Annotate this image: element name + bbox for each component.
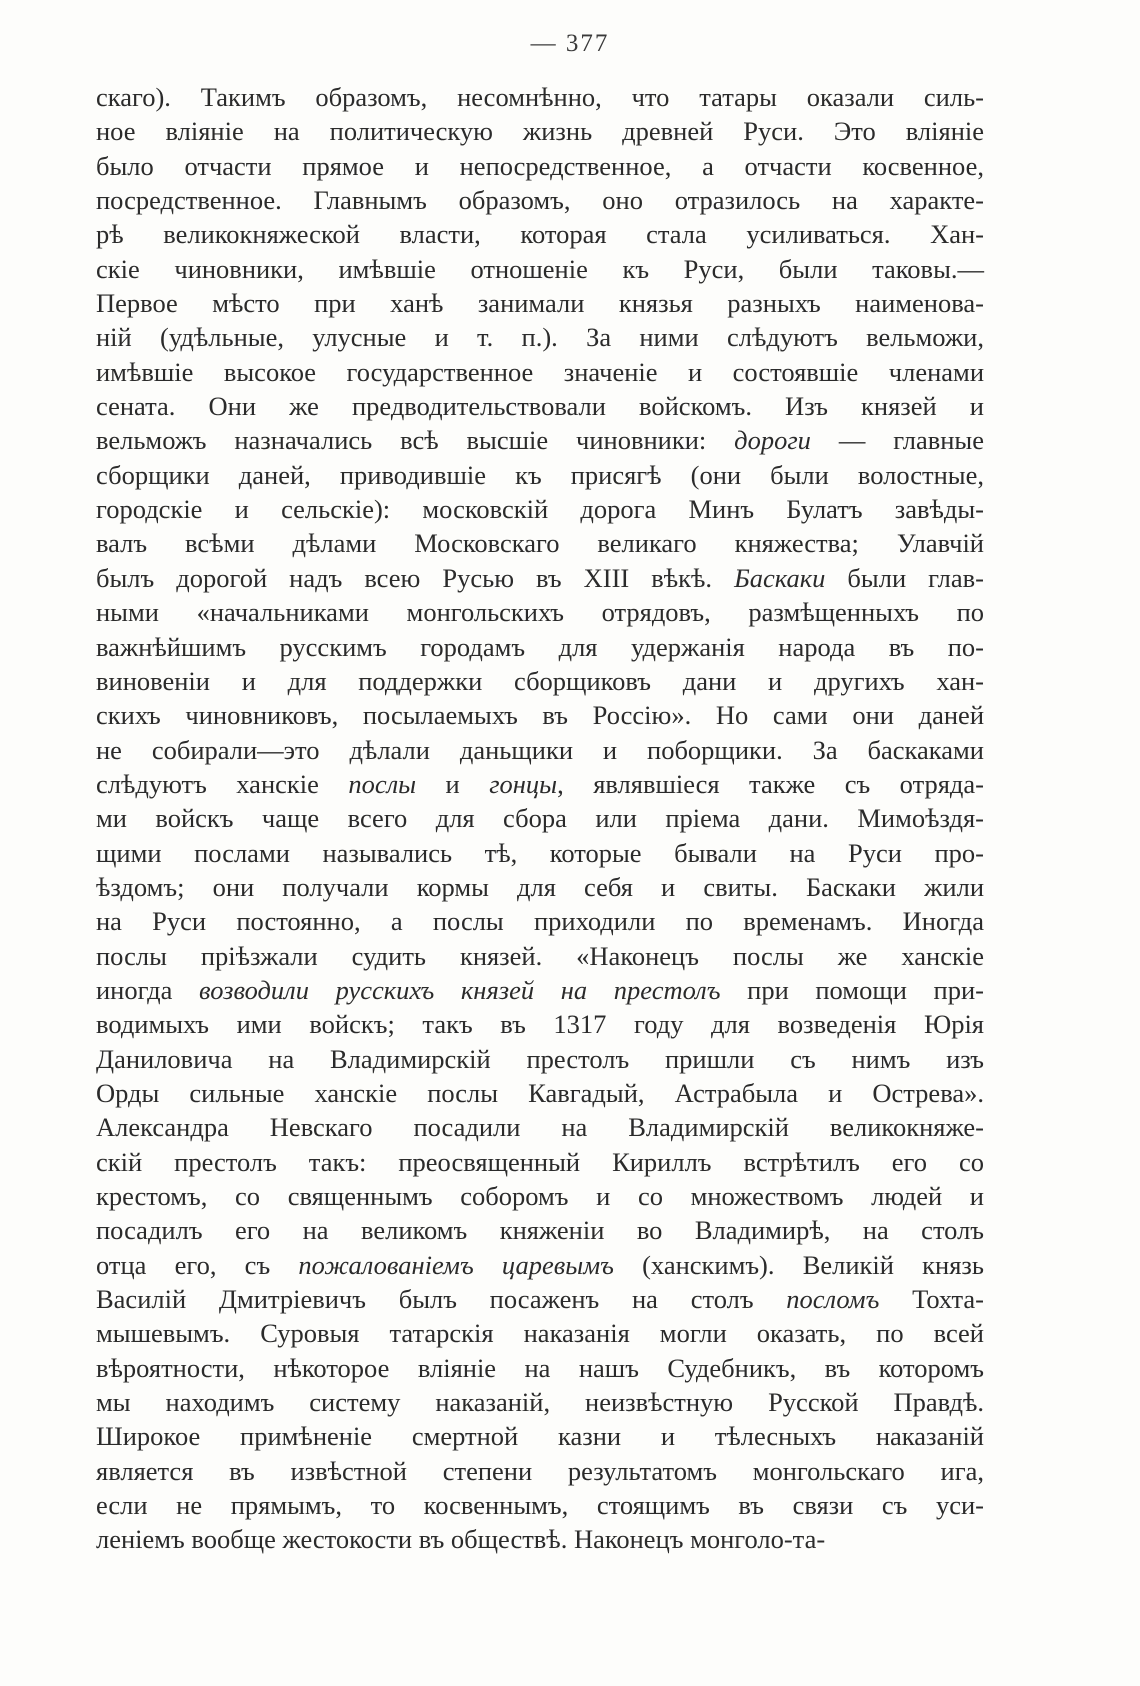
text-line — [96, 1145, 984, 1179]
line-text: Александра Невскаго посадили на Владимирскій великокняже- — [96, 1112, 984, 1143]
text-line — [96, 1282, 984, 1316]
line-text: Василій Дмитріевичъ былъ посаженъ на столъ — [96, 1284, 787, 1315]
line-text: былъ дорогой надъ всею Русью въ XIII вѣкѣ. — [96, 562, 735, 593]
text-line — [96, 1316, 984, 1350]
text-line — [96, 664, 984, 698]
text-line — [96, 355, 984, 389]
line-text: — главные — [810, 425, 984, 456]
text-line — [96, 526, 984, 560]
line-text: Первое мѣсто при ханѣ занимали князья разныхъ наименова- — [96, 288, 984, 319]
text-line — [96, 630, 984, 664]
line-text: иногда — [96, 974, 200, 1005]
text-line — [96, 114, 984, 148]
line-text: ными «начальниками монгольскихъ отрядовъ, размѣщенныхъ по — [96, 597, 984, 628]
text-line — [96, 1385, 984, 1419]
line-text: Даниловича на Владимирскій престолъ пришли съ нимъ изъ — [96, 1043, 984, 1074]
text-line — [96, 320, 984, 354]
text-line — [96, 595, 984, 629]
text-line — [96, 1179, 984, 1213]
line-text: городскіе и сельскіе): московскій дорога Минъ Булатъ завѣды- — [96, 494, 984, 525]
line-text: валъ всѣми дѣлами Московскаго великаго княжества; Улавчій — [96, 528, 984, 559]
line-text: щими послами назывались тѣ, которые бывали на Руси про- — [96, 837, 984, 868]
text-line — [96, 1454, 984, 1488]
line-text: сборщики даней, приводившіе къ присягѣ (они были волостные, — [96, 459, 984, 490]
line-text: посадилъ его на великомъ княженіи во Владимирѣ, на столъ — [96, 1215, 984, 1246]
line-text: Орды сильные ханскіе послы Кавгадый, Астрабыла и Острева». — [96, 1077, 984, 1108]
line-text: не собирали—это дѣлали даньщики и поборщики. За баскаками — [96, 734, 984, 765]
line-text: имѣвшіе высокое государственное значеніе и состоявшіе членами — [96, 356, 984, 387]
line-text: ѣздомъ; они получали кормы для себя и свиты. Баскаки жили — [96, 871, 984, 902]
line-text: ми войскъ чаще всего для сбора или пріема дани. Мимоѣздя- — [96, 803, 984, 834]
line-text: если не прямымъ, то косвеннымъ, стоящимъ въ связи съ уси- — [96, 1490, 984, 1521]
text-line — [96, 217, 984, 251]
line-text: и — [416, 768, 490, 799]
line-text: скіе чиновники, имѣвшіе отношеніе къ Руси, были таковы.— — [96, 253, 984, 284]
line-text: является въ извѣстной степени результатомъ монгольскаго ига, — [96, 1455, 984, 1486]
line-text: вельможъ назначались всѣ высшіе чиновники: — [96, 425, 735, 456]
italic-term: посломъ — [786, 1284, 880, 1315]
text-line — [96, 698, 984, 732]
line-text: рѣ великокняжеской власти, которая стала усиливаться. Хан- — [96, 219, 984, 250]
line-text: водимыхъ ими войскъ; такъ въ 1317 году для возведенія Юрія — [96, 1009, 984, 1040]
text-line — [96, 1007, 984, 1041]
text-line — [96, 973, 984, 1007]
line-text: слѣдуютъ ханскіе — [96, 768, 349, 799]
text-line — [96, 870, 984, 904]
line-text: посредственное. Главнымъ образомъ, оно отразилось на характе- — [96, 185, 984, 216]
text-line — [96, 1522, 984, 1556]
italic-term: дороги — [734, 425, 811, 456]
italic-term: возводили русскихъ князей на престолъ — [199, 974, 721, 1005]
line-text: были глав- — [825, 562, 985, 593]
text-line — [96, 423, 984, 457]
italic-term: гонцы — [489, 768, 558, 799]
text-line — [96, 1110, 984, 1144]
line-text: вѣроятности, нѣкоторое вліяніе на нашъ Судебникъ, въ которомъ — [96, 1352, 984, 1383]
body-text — [96, 80, 984, 1557]
text-line — [96, 252, 984, 286]
text-line — [96, 492, 984, 526]
text-line — [96, 801, 984, 835]
line-text: мы находимъ систему наказаній, неизвѣстную Русской Правдѣ. — [96, 1387, 984, 1418]
line-text: скій престолъ такъ: преосвященный Кириллъ встрѣтилъ его со — [96, 1146, 984, 1177]
text-line — [96, 561, 984, 595]
line-text: на Руси постоянно, а послы приходили по временамъ. Иногда — [96, 906, 984, 937]
text-line — [96, 389, 984, 423]
text-line — [96, 1042, 984, 1076]
italic-term: послы — [348, 768, 417, 799]
text-line — [96, 1488, 984, 1522]
text-line — [96, 183, 984, 217]
italic-term: Баскаки — [734, 562, 826, 593]
line-text: крестомъ, со священнымъ соборомъ и со множествомъ людей и — [96, 1181, 984, 1211]
text-line — [96, 1419, 984, 1453]
text-line — [96, 767, 984, 801]
text-line — [96, 1213, 984, 1247]
line-text: Широкое примѣненіе смертной казни и тѣлесныхъ наказаній — [96, 1421, 984, 1452]
text-line — [96, 80, 984, 114]
line-text: сената. Они же предводительствовали войскомъ. Изъ князей и — [96, 391, 984, 422]
text-line — [96, 1076, 984, 1110]
line-text: мышевымъ. Суровыя татарскія наказанія могли оказать, по всей — [96, 1318, 984, 1349]
line-text: ное вліяніе на политическую жизнь древней Руси. Это вліяніе — [96, 116, 984, 147]
text-line — [96, 939, 984, 973]
line-text: виновеніи и для поддержки сборщиковъ дани и другихъ хан- — [96, 665, 984, 696]
text-line — [96, 733, 984, 767]
line-text: (ханскимъ). Великій князь — [613, 1249, 984, 1280]
line-text: отца его, съ — [96, 1249, 299, 1280]
text-line — [96, 458, 984, 492]
line-text: было отчасти прямое и непосредственное, а отчасти косвенное, — [96, 150, 984, 181]
line-text: скихъ чиновниковъ, посылаемыхъ въ Россію». Но сами они даней — [96, 700, 984, 731]
line-text: важнѣйшимъ русскимъ городамъ для удержанія народа въ по- — [96, 631, 984, 662]
line-text: при помощи при- — [720, 974, 984, 1005]
line-text: ній (удѣльные, улусные и т. п.). За ними слѣдуютъ вельможи, — [96, 322, 984, 353]
text-line — [96, 1351, 984, 1385]
text-line — [96, 1248, 984, 1282]
line-text: Тохта- — [879, 1284, 984, 1315]
line-text: скаго). Такимъ образомъ, несомнѣнно, что татары оказали силь- — [96, 82, 984, 112]
page-number: — 377 — [530, 30, 610, 57]
line-text: послы пріѣзжали судить князей. «Наконецъ послы же ханскіе — [96, 940, 984, 971]
line-text: , являвшіеся также съ отряда- — [557, 768, 984, 799]
text-line — [96, 836, 984, 870]
text-line — [96, 904, 984, 938]
text-line — [96, 286, 984, 320]
text-line — [96, 149, 984, 183]
line-text: леніемъ вообще жестокости въ обществѣ. Наконецъ монголо-та- — [96, 1524, 826, 1555]
italic-term: пожалованіемъ царевымъ — [298, 1249, 614, 1280]
